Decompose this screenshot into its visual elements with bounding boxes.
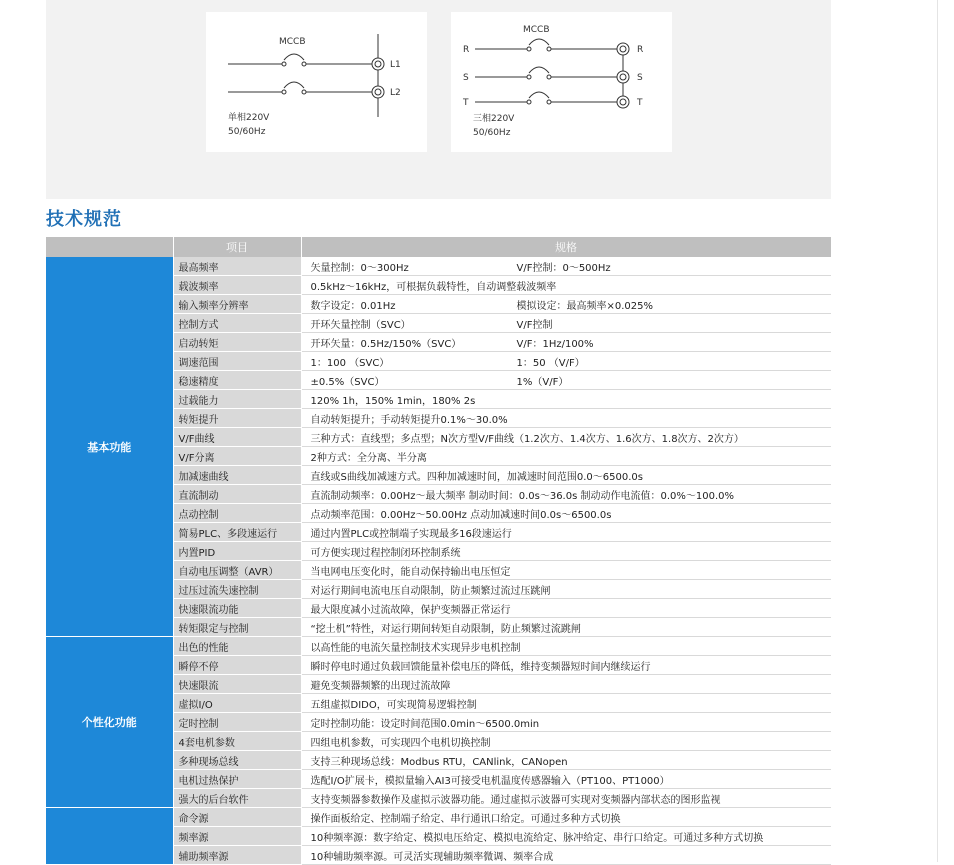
spec-value-primary: 选配I/O扩展卡，模拟量输入AI3可接受电机温度传感器输入（PT100、PT1000） [310,775,670,787]
spec-value-primary: 矢量控制：0～300Hz [310,262,409,274]
input-t: T [463,98,469,108]
three-mccb-label: MCCB [523,25,550,35]
spec-cell [301,561,831,580]
category-cell: 基本功能 [46,257,173,637]
spec-cell [301,694,831,713]
spec-value-primary: 2种方式：全分离、半分离 [310,452,427,464]
spec-value-primary: 开环矢量控制（SVC） [310,319,411,331]
spec-cell [301,485,831,504]
spec-cell [301,713,831,732]
spec-cell [301,295,831,314]
spec-cell [301,371,831,390]
spec-cell [301,390,831,409]
item-cell: 控制方式 [173,314,301,333]
item-cell: 简易PLC、多段速运行 [173,523,301,542]
header-spec: 规格 [301,237,831,257]
item-cell: 命令源 [173,808,301,827]
output-s: S [637,73,643,83]
spec-value-primary: 自动转矩提升；手动转矩提升0.1%～30.0% [310,414,508,426]
spec-value-primary: 避免变频器频繁的出现过流故障 [310,680,451,692]
spec-value-primary: 数字设定：0.01Hz [310,300,396,312]
item-cell: 过压过流失速控制 [173,580,301,599]
spec-cell [301,618,831,637]
spec-value-primary: 支持变频器参数操作及虚拟示波器功能。通过虚拟示波器可实现对变频器内部状态的图形监视 [310,794,721,806]
spec-cell [301,732,831,751]
item-cell: 调速范围 [173,352,301,371]
spec-value-primary: “挖土机”特性，对运行期间转矩自动限制，防止频繁过流跳闸 [310,623,581,635]
three-phase-wiring [451,12,672,152]
spec-value-primary: 五组虚拟DIDO，可实现简易逻辑控制 [310,699,477,711]
spec-cell [301,276,831,295]
spec-value-primary: 以高性能的电流矢量控制技术实现异步电机控制 [310,642,521,654]
table-row [46,257,831,276]
output-r: R [637,45,644,55]
header-item: 项目 [173,237,301,257]
item-cell: 频率源 [173,827,301,846]
spec-value-secondary: 模拟设定：最高频率×0.025% [516,300,654,312]
terminal-l2: L2 [390,88,401,98]
spec-value-secondary: 1%（V/F） [516,376,569,388]
three-caption-voltage: 三相220V [473,114,515,124]
item-cell: 最高频率 [173,257,301,276]
spec-cell [301,789,831,808]
category-cell: 个性化功能 [46,637,173,808]
item-cell: 加减速曲线 [173,466,301,485]
spec-cell [301,637,831,656]
spec-value-primary: ±0.5%（SVC） [310,376,385,388]
wiring-diagram-panel [46,0,831,199]
item-cell: 电机过热保护 [173,770,301,789]
spec-cell [301,675,831,694]
three-phase-diagram [451,12,672,152]
spec-value-secondary: V/F：1Hz/100% [516,338,594,350]
spec-body [46,257,831,865]
spec-cell [301,314,831,333]
item-cell: 出色的性能 [173,637,301,656]
item-cell: 转矩提升 [173,409,301,428]
spec-cell [301,523,831,542]
single-phase-diagram [206,12,427,152]
item-cell: 快速限流功能 [173,599,301,618]
item-cell: 转矩限定与控制 [173,618,301,637]
spec-value-primary: 10种频率源：数字给定、模拟电压给定、模拟电流给定、脉冲给定、串行口给定。可通过多种方式切换 [310,832,764,844]
item-cell: V/F分离 [173,447,301,466]
spec-cell [301,770,831,789]
item-cell: 稳速精度 [173,371,301,390]
item-cell: 瞬停不停 [173,656,301,675]
section-title: 技术规范 [46,209,122,230]
spec-cell [301,751,831,770]
spec-value-primary: 当电网电压变化时，能自动保持输出电压恒定 [310,566,511,578]
spec-value-primary: 定时控制功能：设定时间范围0.0min～6500.0min [310,718,540,730]
spec-value-primary: 可方便实现过程控制闭环控制系统 [310,547,461,559]
single-phase-wiring [206,12,427,152]
header-blank [46,237,173,257]
spec-table [46,237,832,865]
spec-value-primary: 0.5kHz～16kHz，可根据负载特性，自动调整载波频率 [310,281,557,293]
item-cell: 定时控制 [173,713,301,732]
spec-cell [301,352,831,371]
table-row [46,637,831,656]
spec-value-primary: 通过内置PLC或控制端子实现最多16段速运行 [310,528,512,540]
input-s: S [463,73,469,83]
spec-value-primary: 瞬时停电时通过负载回馈能量补偿电压的降低，维持变频器短时间内继续运行 [310,661,651,673]
spec-value-secondary: V/F控制：0～500Hz [516,262,611,274]
spec-cell [301,542,831,561]
spec-value-primary: 120% 1h，150% 1min，180% 2s [310,395,476,407]
spec-cell [301,428,831,447]
spec-value-primary: 点动频率范围：0.00Hz～50.00Hz 点动加减速时间0.0s～6500.0s [310,509,612,521]
item-cell: 启动转矩 [173,333,301,352]
item-cell: 4套电机参数 [173,732,301,751]
page-edge-rule [937,0,938,862]
spec-cell [301,656,831,675]
item-cell: 虚拟I/O [173,694,301,713]
spec-value-secondary: 1：50 （V/F） [516,357,585,369]
item-cell: 多种现场总线 [173,751,301,770]
single-caption-voltage: 单相220V [228,113,270,123]
spec-value-primary: 对运行期间电流电压自动限制，防止频繁过流过压跳闸 [310,585,551,597]
item-cell: 自动电压调整（AVR） [173,561,301,580]
spec-value-primary: 支持三种现场总线：Modbus RTU，CANlink，CANopen [310,756,568,768]
spec-value-primary: 1：100 （SVC） [310,357,390,369]
spec-value-primary: 开环矢量：0.5Hz/150%（SVC） [310,338,462,350]
item-cell: 快速限流 [173,675,301,694]
spec-cell [301,599,831,618]
spec-value-primary: 最大限度减小过流故障，保护变频器正常运行 [310,604,511,616]
single-caption-freq: 50/60Hz [228,127,266,137]
item-cell: 输入频率分辨率 [173,295,301,314]
item-cell: 强大的后台软件 [173,789,301,808]
spec-value-primary: 直线或S曲线加减速方式。四种加减速时间，加减速时间范围0.0～6500.0s [310,471,643,483]
item-cell: 过载能力 [173,390,301,409]
input-r: R [463,45,470,55]
item-cell: 辅助频率源 [173,846,301,865]
spec-value-secondary: V/F控制 [516,319,553,331]
spec-cell [301,333,831,352]
spec-value-primary: 三种方式：直线型；多点型；N次方型V/F曲线（1.2次方、1.4次方、1.6次方、1.8次方、2次方） [310,433,744,445]
single-mccb-label: MCCB [279,37,306,47]
item-cell: 内置PID [173,542,301,561]
output-t: T [637,98,643,108]
spec-value-primary: 四组电机参数，可实现四个电机切换控制 [310,737,491,749]
spec-cell [301,409,831,428]
spec-cell [301,580,831,599]
spec-cell [301,257,831,276]
item-cell: 点动控制 [173,504,301,523]
spec-cell [301,827,831,846]
spec-cell [301,808,831,827]
item-cell: 载波频率 [173,276,301,295]
spec-cell [301,504,831,523]
table-header-row [46,237,831,257]
table-row [46,808,831,827]
spec-value-primary: 操作面板给定、控制端子给定、串行通讯口给定。可通过多种方式切换 [310,813,621,825]
spec-value-primary: 直流制动频率：0.00Hz～最大频率 制动时间：0.0s～36.0s 制动动作电流值：0.0%～100.0% [310,490,735,502]
item-cell: V/F曲线 [173,428,301,447]
terminal-l1: L1 [390,60,401,70]
spec-value-primary: 10种辅助频率源。可灵活实现辅助频率微调、频率合成 [310,851,554,863]
spec-cell [301,447,831,466]
category-cell [46,808,173,865]
spec-cell [301,466,831,485]
three-caption-freq: 50/60Hz [473,128,511,138]
item-cell: 直流制动 [173,485,301,504]
